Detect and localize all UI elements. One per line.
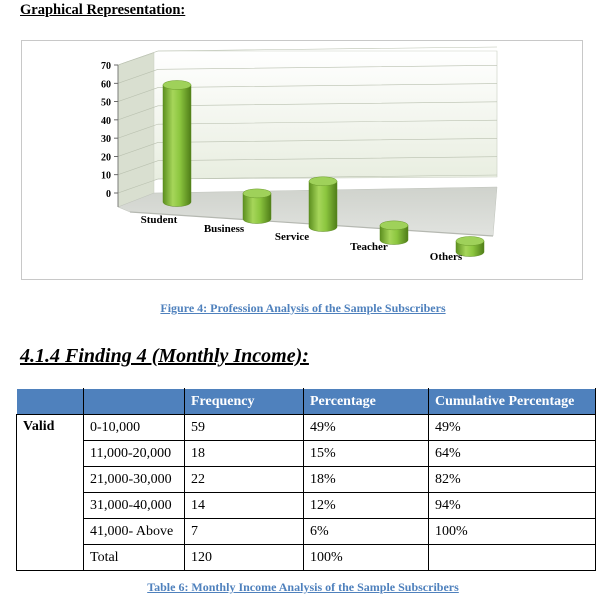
header-cumulative-percentage: Cumulative Percentage bbox=[429, 389, 596, 415]
cumulative-cell: 82% bbox=[429, 467, 596, 493]
income-range: 21,000-30,000 bbox=[84, 467, 185, 493]
table-row bbox=[17, 467, 596, 493]
table-caption: Table 6: Monthly Income Analysis of the Sample Subscribers bbox=[147, 580, 459, 594]
y-tick-label: 50 bbox=[101, 97, 111, 109]
figure-caption: Figure 4: Profession Analysis of the Sample Subscribers bbox=[160, 301, 446, 315]
y-tick-label: 10 bbox=[101, 170, 111, 182]
bar-top-others bbox=[456, 237, 484, 246]
header-cell bbox=[17, 389, 84, 415]
chart-side-wall bbox=[118, 53, 154, 207]
x-category-label: Student bbox=[140, 214, 178, 226]
y-tick-label: 30 bbox=[101, 134, 111, 146]
valid-label: Valid bbox=[17, 415, 84, 571]
y-tick-label: 60 bbox=[101, 79, 111, 91]
frequency-cell: 14 bbox=[185, 493, 304, 519]
cumulative-cell: 100% bbox=[429, 519, 596, 545]
x-category-label: Teacher bbox=[350, 241, 388, 253]
percentage-cell: 6% bbox=[304, 519, 429, 545]
percentage-total: 100% bbox=[304, 545, 429, 571]
header-frequency: Frequency bbox=[185, 389, 304, 415]
income-range: 41,000- Above bbox=[84, 519, 185, 545]
percentage-cell: 49% bbox=[304, 415, 429, 441]
profession-chart bbox=[21, 40, 583, 280]
y-tick-label: 70 bbox=[101, 61, 111, 72]
bar-top-student bbox=[163, 80, 191, 89]
total-label: Total bbox=[84, 545, 185, 571]
y-tick-label: 0 bbox=[106, 189, 111, 200]
frequency-cell: 59 bbox=[185, 415, 304, 441]
table-row bbox=[17, 493, 596, 519]
bar-service bbox=[309, 181, 337, 231]
income-range: 0-10,000 bbox=[84, 415, 185, 441]
section-title: 4.1.4 Finding 4 (Monthly Income): bbox=[20, 345, 309, 367]
percentage-cell: 12% bbox=[304, 493, 429, 519]
income-range: 31,000-40,000 bbox=[84, 493, 185, 519]
income-table bbox=[16, 388, 596, 571]
cumulative-total bbox=[429, 545, 596, 571]
y-tick-label: 40 bbox=[101, 115, 111, 127]
section-heading: Graphical Representation: bbox=[20, 2, 186, 18]
bar-top-teacher bbox=[380, 221, 408, 230]
frequency-cell: 18 bbox=[185, 441, 304, 467]
y-tick-label: 20 bbox=[101, 152, 111, 164]
percentage-cell: 18% bbox=[304, 467, 429, 493]
table-header-row bbox=[17, 389, 596, 415]
table-row bbox=[17, 415, 596, 441]
header-cell bbox=[84, 389, 185, 415]
percentage-cell: 15% bbox=[304, 441, 429, 467]
table-total-row bbox=[17, 545, 596, 571]
table-row bbox=[17, 441, 596, 467]
bar-top-service bbox=[309, 177, 337, 186]
bar-student bbox=[163, 85, 191, 207]
x-category-label: Service bbox=[274, 231, 310, 243]
x-category-label: Others bbox=[429, 251, 463, 263]
cumulative-cell: 94% bbox=[429, 493, 596, 519]
frequency-cell: 22 bbox=[185, 467, 304, 493]
frequency-total: 120 bbox=[185, 545, 304, 571]
x-category-label: Business bbox=[203, 223, 245, 235]
cumulative-cell: 64% bbox=[429, 441, 596, 467]
table-row bbox=[17, 519, 596, 545]
bar-top-business bbox=[243, 189, 271, 198]
header-percentage: Percentage bbox=[304, 389, 429, 415]
income-range: 11,000-20,000 bbox=[84, 441, 185, 467]
cumulative-cell: 49% bbox=[429, 415, 596, 441]
frequency-cell: 7 bbox=[185, 519, 304, 545]
